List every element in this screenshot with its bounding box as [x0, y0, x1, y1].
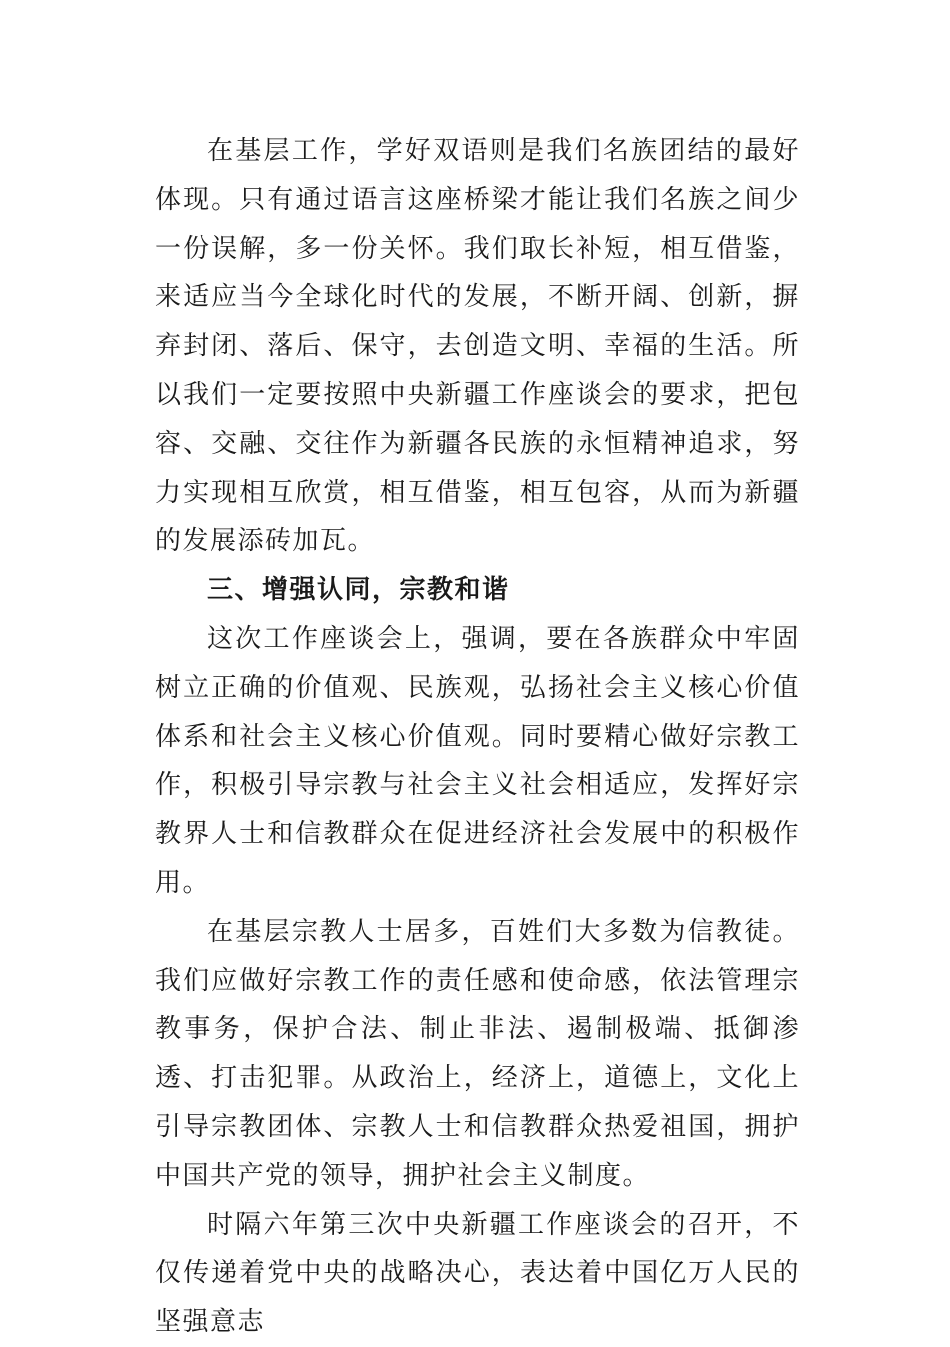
paragraph-work-conference: 这次工作座谈会上，强调，要在各族群众中牢固树立正确的价值观、民族观，弘扬社会主义核心价值体系和社会主义核心价值观。同时要精心做好宗教工作，积极引导宗教与社会主义社会相适应，发挥好宗教界人士和信教群众在促进经济社会发展中的积极作用。 — [155, 623, 800, 898]
paragraph-religious-work: 在基层宗教人士居多，百姓们大多数为信教徒。我们应做好宗教工作的责任感和使命感，依法管理宗教事务，保护合法、制止非法、遏制极端、抵御渗透、打击犯罪。从政治上，经济上，道德上，文化上引导宗教团体、宗教人士和信教群众热爱祖国，拥护中国共产党的领导，拥护社会主义制度。 — [155, 916, 800, 1191]
document-body — [155, 127, 800, 1347]
paragraph-bilingual-unity: 在基层工作，学好双语则是我们名族团结的最好体现。只有通过语言这座桥梁才能让我们名族之间少一份误解，多一份关怀。我们取长补短，相互借鉴，来适应当今全球化时代的发展，不断开阔、创新，摒弃封闭、落后、保守，去创造文明、幸福的生活。所以我们一定要按照中央新疆工作座谈会的要求，把包容、交融、交往作为新疆各民族的永恒精神追求，努力实现相互欣赏，相互借鉴，相互包容，从而为新疆的发展添砖加瓦。 — [155, 136, 800, 557]
paragraph-third-conference: 时隔六年第三次中央新疆工作座谈会的召开，不仅传递着党中央的战略决心，表达着中国亿万人民的坚强意志 — [155, 1209, 800, 1338]
section-heading: 三、增强认同，宗教和谐 — [207, 575, 510, 606]
